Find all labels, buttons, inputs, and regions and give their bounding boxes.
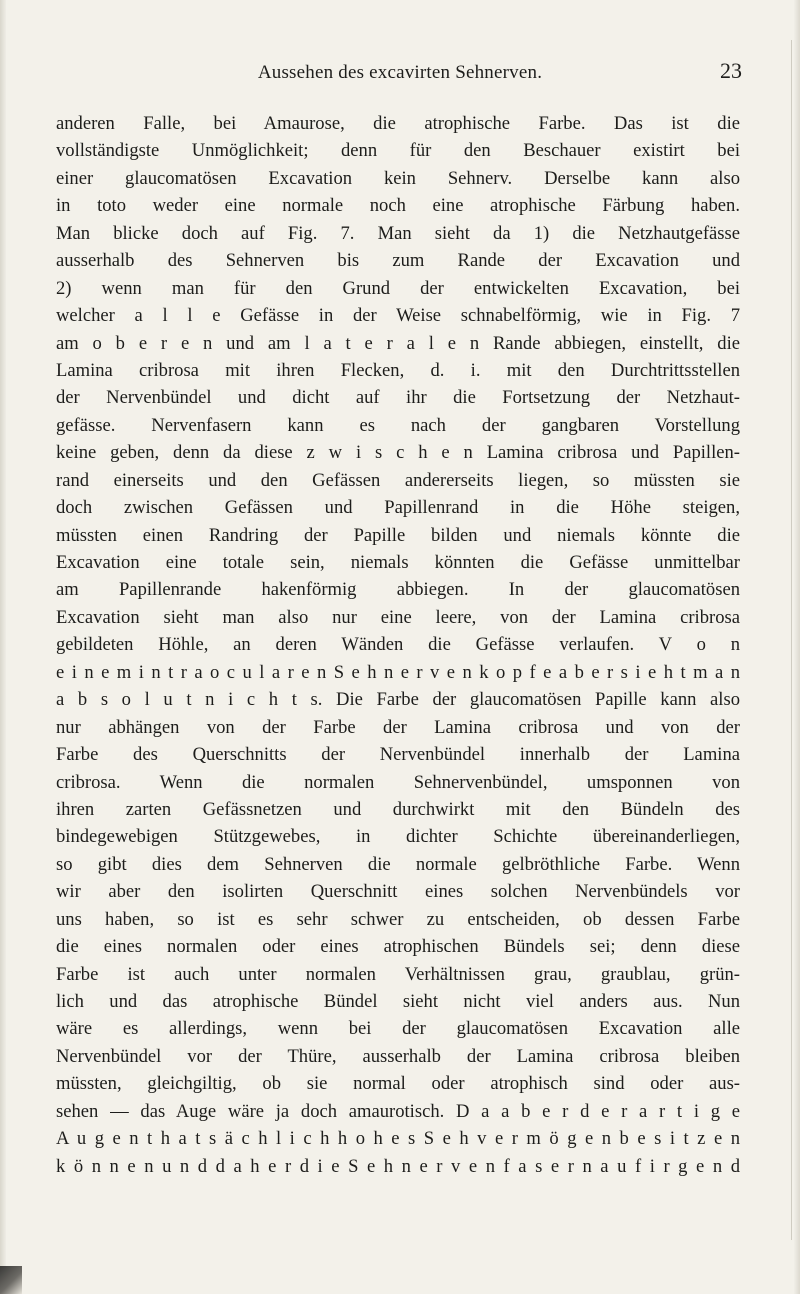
page-number: 23 xyxy=(720,58,742,83)
running-title: Aussehen des excavirten Sehnerven. xyxy=(257,62,543,83)
text-line: müssten, gleichgiltig, ob sie normal oder atrophisch sind oder aus- xyxy=(56,1073,740,1095)
body-text xyxy=(56,110,740,1180)
text-line: sehen — das Auge wäre ja doch amaurotisch. D a a b e r d e r a r t i g e xyxy=(56,1100,740,1122)
text-line: bindegewebigen Stützgewebes, in dichter Schichte übereinanderliegen, xyxy=(56,826,740,848)
text-line: e i n e m i n t r a o c u l a r e n S e h n e r v e n k o p f e a b e r s i e h t m a n xyxy=(56,661,740,683)
text-line: doch zwischen Gefässen und Papillenrand in die Höhe steigen, xyxy=(56,497,740,519)
text-line: gebildeten Höhle, an deren Wänden die Gefässe verlaufen. V o n xyxy=(56,634,740,656)
text-line: uns haben, so ist es sehr schwer zu entscheiden, ob dessen Farbe xyxy=(56,908,740,930)
text-line: einer glaucomatösen Excavation kein Sehnerv. Derselbe kann also xyxy=(56,167,740,189)
right-margin-line xyxy=(791,40,792,1240)
text-line: 2) wenn man für den Grund der entwickelten Excavation, bei xyxy=(56,277,740,299)
text-line: Farbe ist auch unter normalen Verhältnissen grau, graublau, grün- xyxy=(56,963,740,985)
text-line: wir aber den isolirten Querschnitt eines solchen Nervenbündels vor xyxy=(56,881,740,903)
text-line: am Papillenrande hakenförmig abbiegen. In der glaucomatösen xyxy=(56,579,740,601)
text-line: gefässe. Nervenfasern kann es nach der gangbaren Vorstellung xyxy=(56,414,740,436)
text-line: die eines normalen oder eines atrophischen Bündels sei; denn diese xyxy=(56,936,740,958)
text-line: in toto weder eine normale noch eine atrophische Färbung haben. xyxy=(56,195,740,217)
text-line: wäre es allerdings, wenn bei der glaucomatösen Excavation alle xyxy=(56,1018,740,1040)
text-line: cribrosa. Wenn die normalen Sehnervenbündel, umsponnen von xyxy=(56,771,740,793)
text-line: Farbe des Querschnitts der Nervenbündel innerhalb der Lamina xyxy=(56,744,740,766)
scan-corner-artifact xyxy=(0,1266,22,1294)
text-line: lich und das atrophische Bündel sieht nicht viel anders aus. Nun xyxy=(56,991,740,1012)
text-line: ausserhalb des Sehnerven bis zum Rande der Excavation und xyxy=(56,250,740,272)
right-page-edge-shadow xyxy=(794,0,800,1294)
text-line: anderen Falle, bei Amaurose, die atrophische Farbe. Das ist die xyxy=(56,113,740,134)
text-line: a b s o l u t n i c h t s. Die Farbe der glaucomatösen Papille kann also xyxy=(56,689,740,711)
text-line: der Nervenbündel und dicht auf ihr die Fortsetzung der Netzhaut- xyxy=(56,387,740,409)
running-header xyxy=(0,58,800,88)
text-line: müssten einen Randring der Papille bilden und niemals könnte die xyxy=(56,524,740,546)
text-line: so gibt dies dem Sehnerven die normale gelbröthliche Farbe. Wenn xyxy=(56,853,740,875)
text-line: ihren zarten Gefässnetzen und durchwirkt mit den Bündeln des xyxy=(56,798,740,820)
text-line: nur abhängen von der Farbe der Lamina cribrosa und von der xyxy=(56,716,740,738)
text-line: Lamina cribrosa mit ihren Flecken, d. i. mit den Durchtrittsstellen xyxy=(56,359,740,381)
text-line: Excavation eine totale sein, niemals könnten die Gefässe unmittelbar xyxy=(56,552,740,573)
text-line: rand einerseits und den Gefässen andererseits liegen, so müssten sie xyxy=(56,469,740,491)
text-line: welcher a l l e Gefässe in der Weise schnabelförmig, wie in Fig. 7 xyxy=(56,305,740,327)
text-line: vollständigste Unmöglichkeit; denn für den Beschauer existirt bei xyxy=(56,140,740,162)
text-line: Nervenbündel vor der Thüre, ausserhalb der Lamina cribrosa bleiben xyxy=(56,1045,740,1067)
text-line: Man blicke doch auf Fig. 7. Man sieht da 1) die Netzhautgefässe xyxy=(56,222,740,244)
text-line: A u g e n t h a t s ä c h l i c h h o h e s S e h v e r m ö g e n b e s i t z e n xyxy=(56,1128,740,1150)
text-line: keine geben, denn da diese z w i s c h e n Lamina cribrosa und Papillen- xyxy=(56,442,740,464)
text-line: k ö n n e n u n d d a h e r d i e S e h n e r v e n f a s e r n a u f i r g e n d xyxy=(56,1155,740,1177)
text-line: am o b e r e n und am l a t e r a l e n Rande abbiegen, einstellt, die xyxy=(56,332,740,354)
text-line: Excavation sieht man also nur eine leere, von der Lamina cribrosa xyxy=(56,606,740,628)
left-page-edge-shadow xyxy=(0,0,6,1294)
